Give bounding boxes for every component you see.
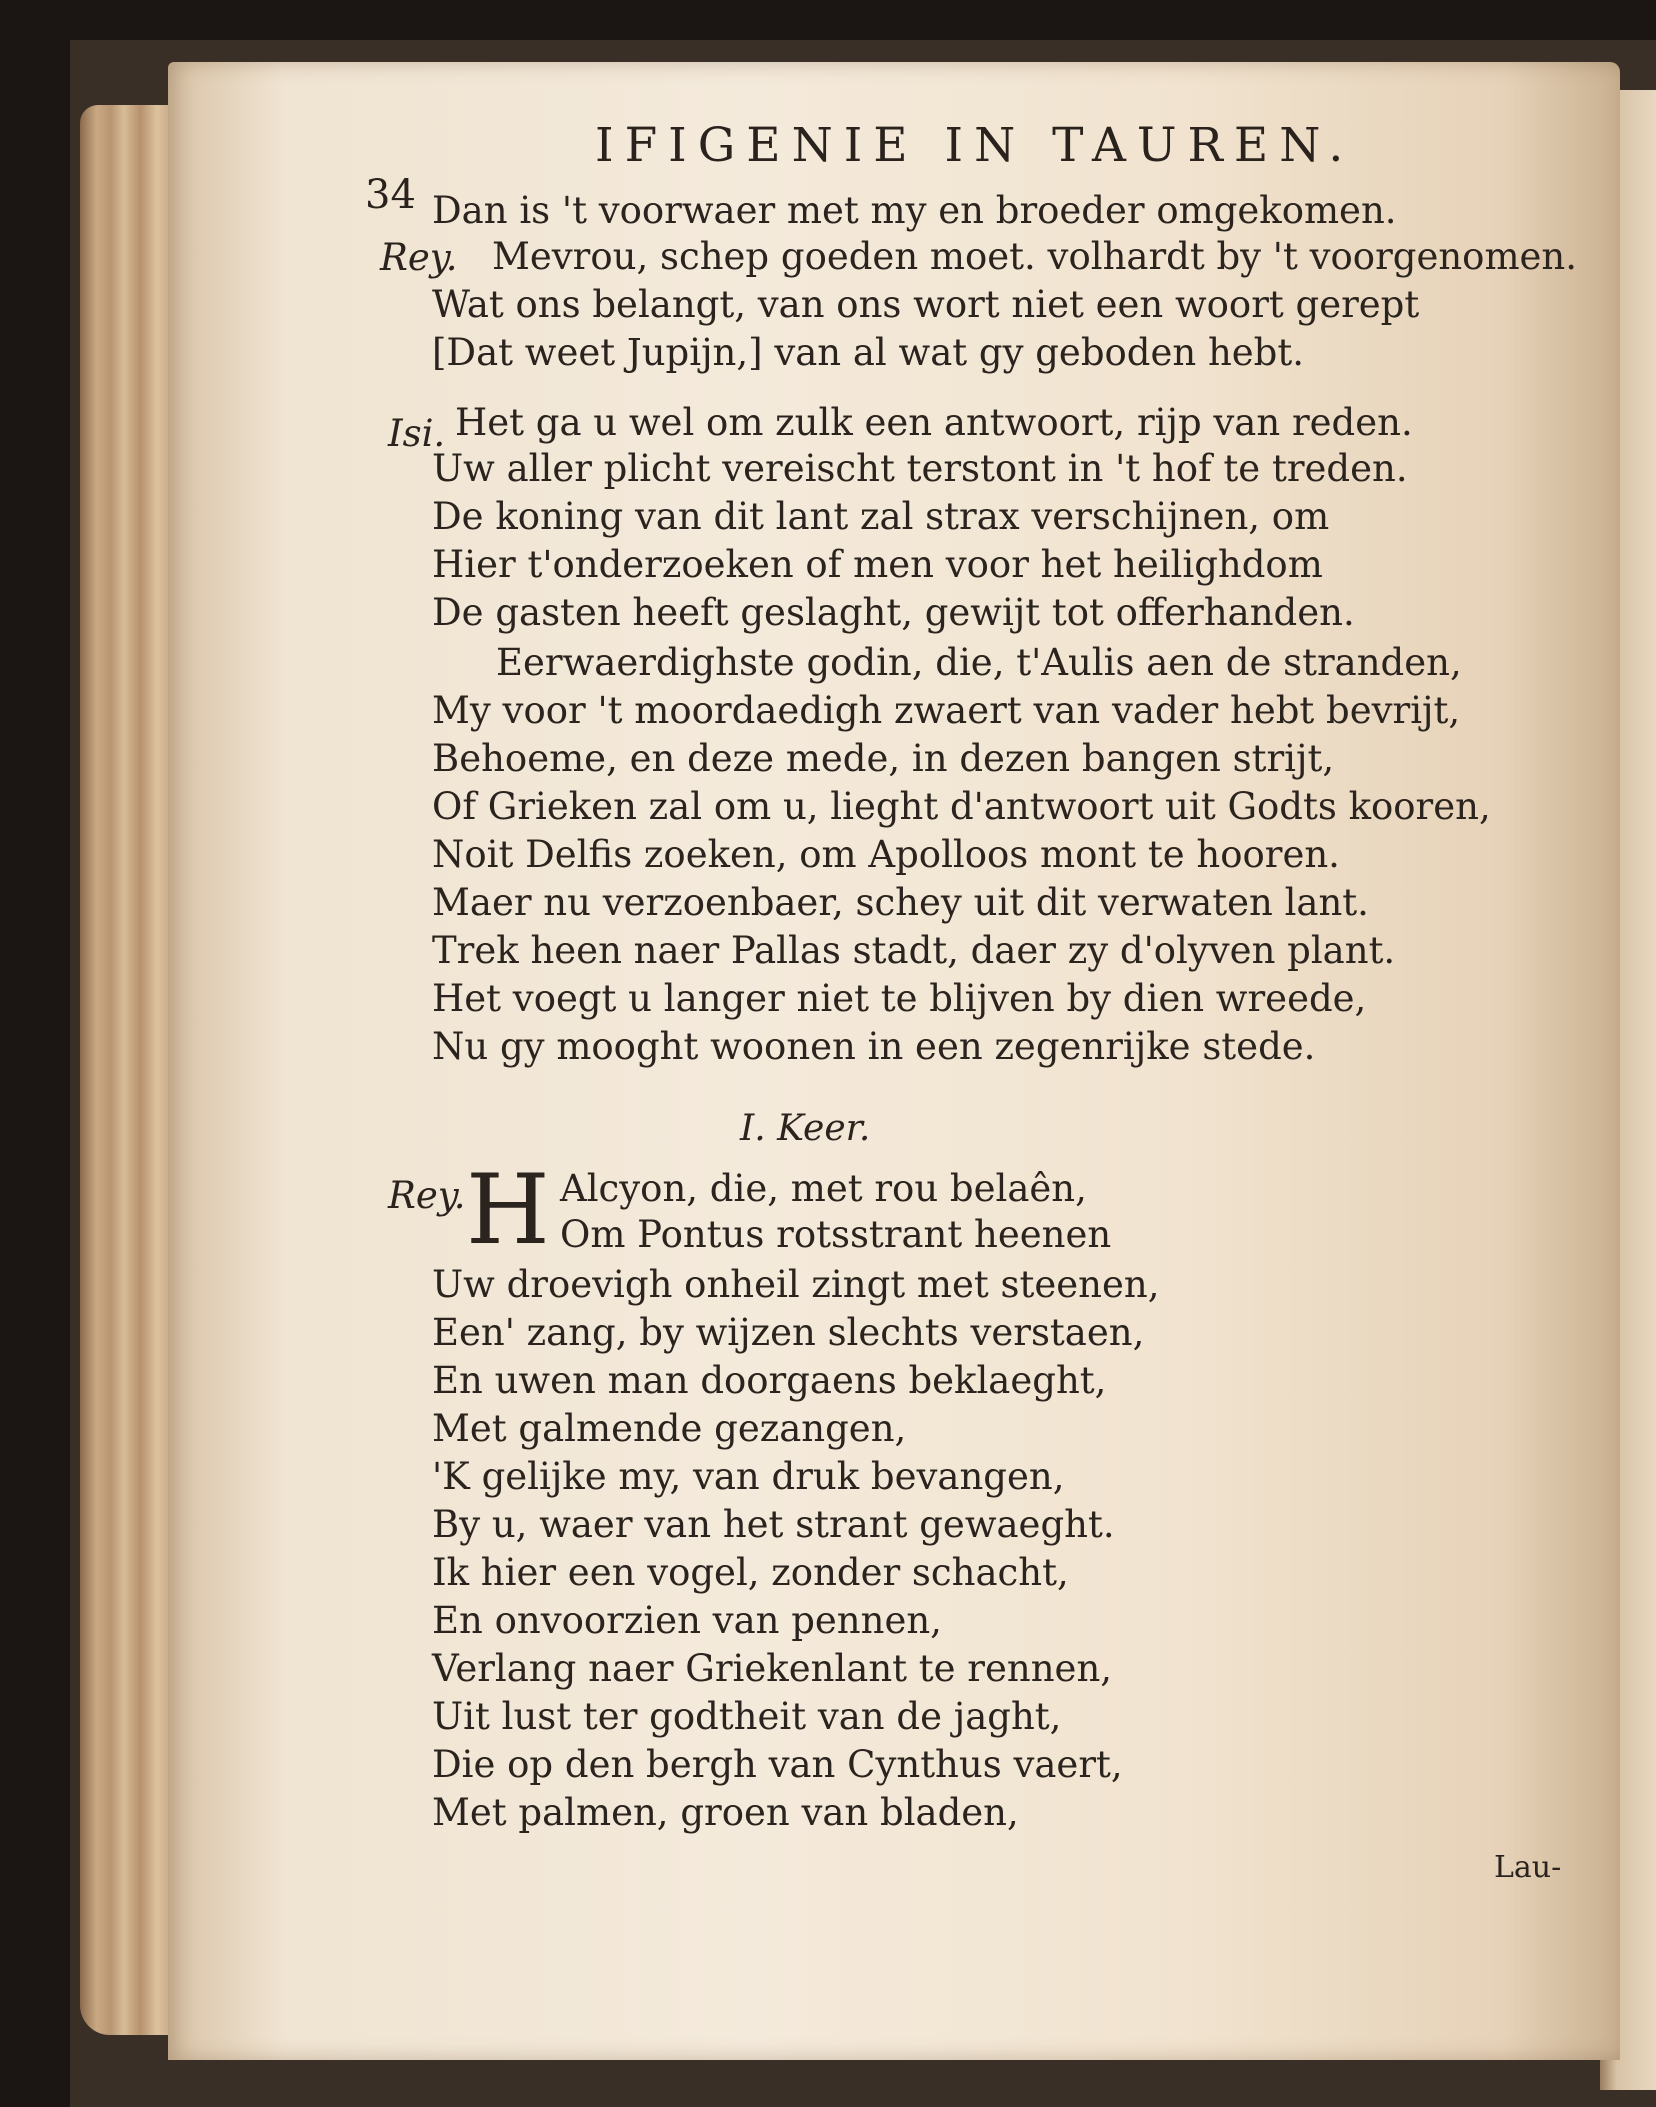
chorus-line: Uit lust ter godtheit van de jaght, bbox=[432, 1695, 1062, 1738]
catchword: Lau- bbox=[1494, 1850, 1562, 1885]
speaker-label: Rey. bbox=[388, 1174, 466, 1217]
verse-line: Uw aller plicht vereischt terstont in 't hof te treden. bbox=[432, 447, 1408, 490]
chorus-line: Met palmen, groen van bladen, bbox=[432, 1791, 1019, 1834]
speaker-label: Rey. bbox=[380, 236, 458, 279]
chorus-line: En onvoorzien van pennen, bbox=[432, 1599, 942, 1642]
chorus-line: Met galmende gezangen, bbox=[432, 1407, 907, 1450]
verse-line: My voor 't moordaedigh zwaert van vader hebt bevrijt, bbox=[432, 689, 1461, 732]
verse-line: Of Grieken zal om u, lieght d'antwoort uit Godts kooren, bbox=[432, 785, 1491, 828]
chorus-line: Alcyon, die, met rou belaên, bbox=[560, 1167, 1087, 1210]
chorus-line: Ik hier een vogel, zonder schacht, bbox=[432, 1551, 1069, 1594]
chorus-line: Verlang naer Griekenlant te rennen, bbox=[432, 1647, 1113, 1690]
chorus-line: By u, waer van het strant gewaeght. bbox=[432, 1503, 1115, 1546]
chorus-line: 'K gelijke my, van druk bevangen, bbox=[432, 1455, 1065, 1498]
chorus-line: Om Pontus rotsstrant heenen bbox=[560, 1213, 1112, 1256]
running-title: IFIGENIE IN TAUREN. bbox=[595, 118, 1355, 173]
page-number: 34 bbox=[365, 172, 416, 218]
drop-capital: H bbox=[466, 1154, 550, 1266]
speaker-label: Isi. bbox=[388, 412, 446, 455]
chorus-line: Uw droevigh onheil zingt met steenen, bbox=[432, 1263, 1160, 1306]
verse-line: Het voegt u langer niet te blijven by dien wreede, bbox=[432, 977, 1367, 1020]
verse-line: Noit Delfis zoeken, om Apolloos mont te hooren. bbox=[432, 833, 1340, 876]
chorus-line: Die op den bergh van Cynthus vaert, bbox=[432, 1743, 1123, 1786]
verse-line: Maer nu verzoenbaer, schey uit dit verwaten lant. bbox=[432, 881, 1369, 924]
verse-line: Wat ons belangt, van ons wort niet een woort gerept bbox=[432, 283, 1420, 326]
verse-line: Dan is 't voorwaer met my en broeder omgekomen. bbox=[432, 189, 1397, 232]
verse-line: Nu gy mooght woonen in een zegenrijke stede. bbox=[432, 1025, 1316, 1068]
verse-line: De koning van dit lant zal strax verschijnen, om bbox=[432, 495, 1330, 538]
verse-line: [Dat weet Jupijn,] van al wat gy geboden hebt. bbox=[432, 331, 1304, 374]
verse-line: Mevrou, schep goeden moet. volhardt by 't voorgenomen. bbox=[492, 235, 1578, 278]
section-heading: I. Keer. bbox=[740, 1108, 871, 1149]
chorus-line: En uwen man doorgaens beklaeght, bbox=[432, 1359, 1107, 1402]
verse-line: Hier t'onderzoeken of men voor het heilighdom bbox=[432, 543, 1323, 586]
verse-line: De gasten heeft geslaght, gewijt tot offerhanden. bbox=[432, 591, 1355, 634]
verse-line: Trek heen naer Pallas stadt, daer zy d'olyven plant. bbox=[432, 929, 1396, 972]
chorus-line: Een' zang, by wijzen slechts verstaen, bbox=[432, 1311, 1145, 1354]
verse-line: Eerwaerdighste godin, die, t'Aulis aen de stranden, bbox=[496, 641, 1462, 684]
verse-line: Het ga u wel om zulk een antwoort, rijp van reden. bbox=[455, 401, 1413, 444]
verse-line: Behoeme, en deze mede, in dezen bangen strijt, bbox=[432, 737, 1335, 780]
